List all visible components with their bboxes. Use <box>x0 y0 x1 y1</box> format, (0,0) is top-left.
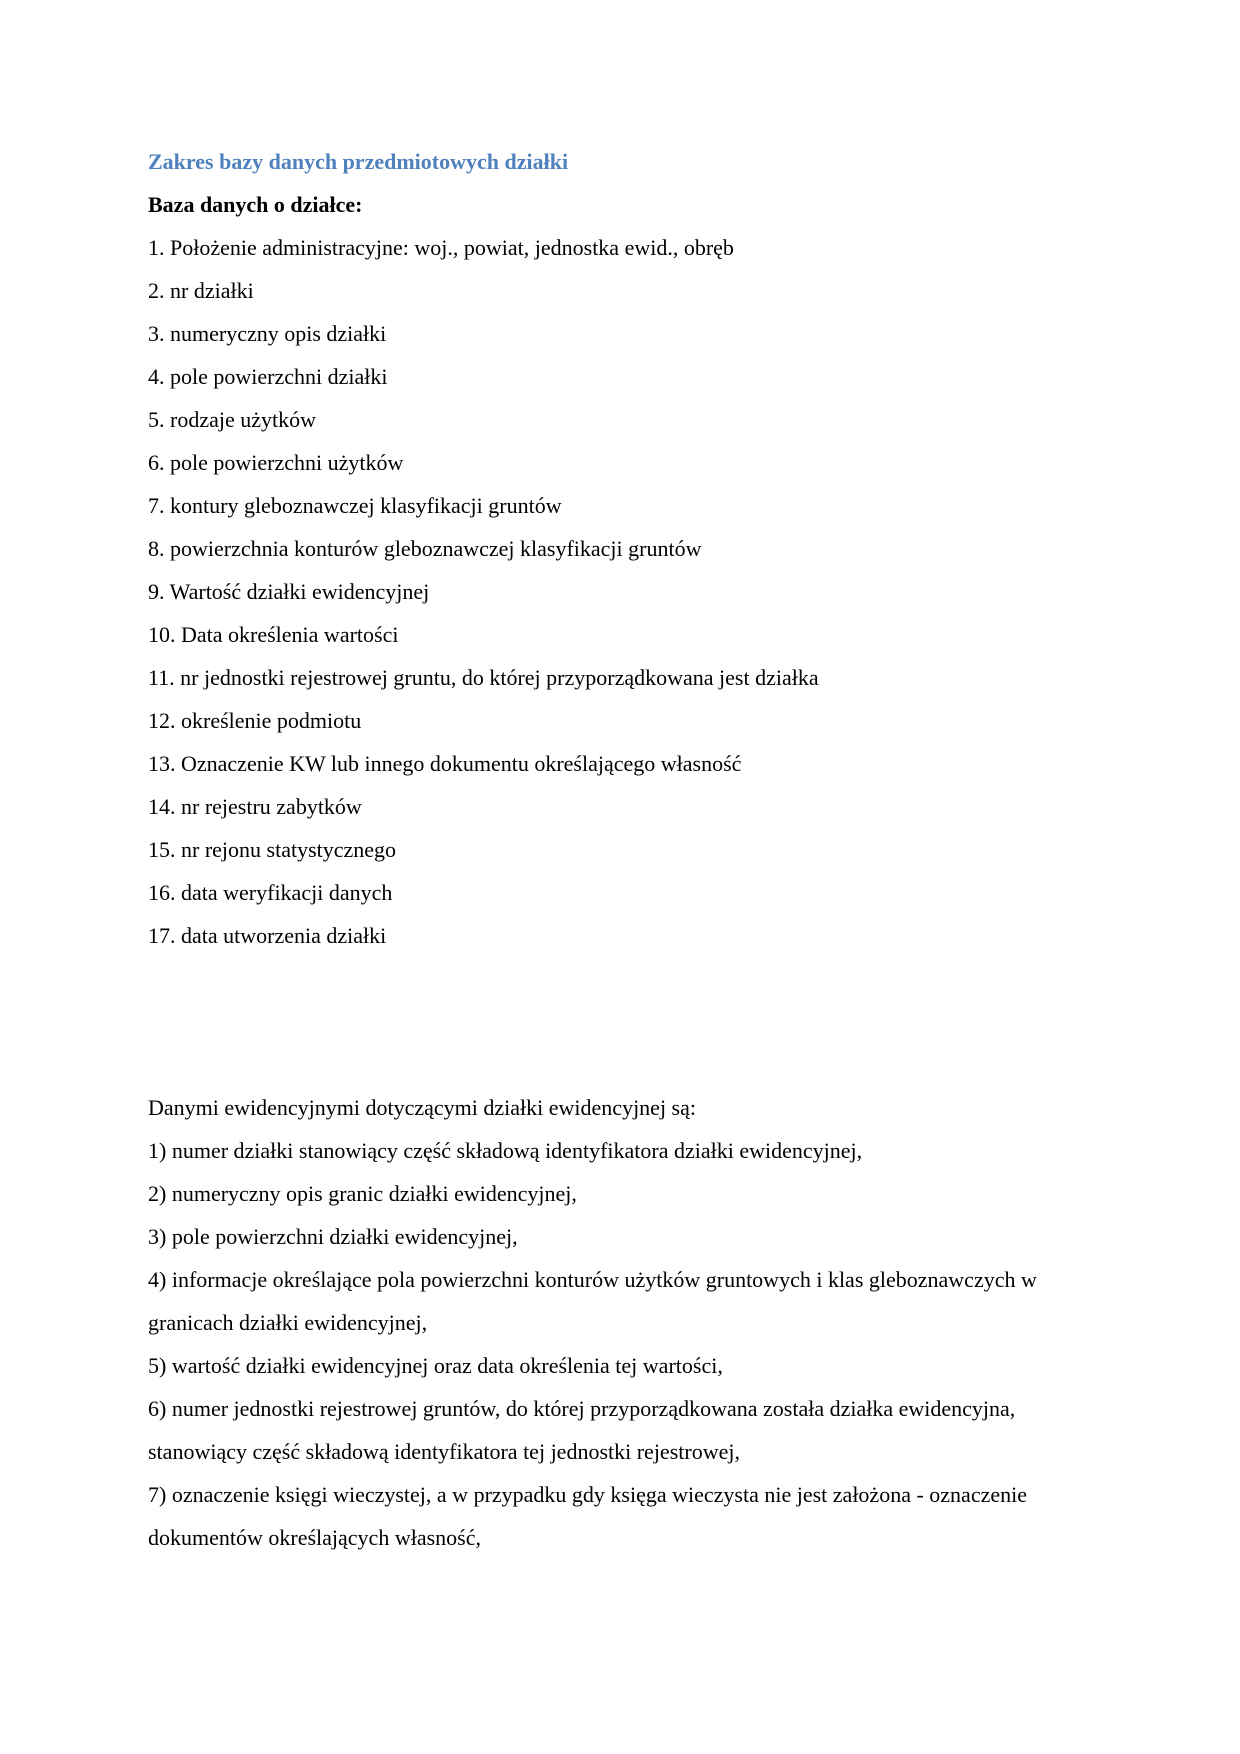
list-item: 7) oznaczenie księgi wieczystej, a w przypadku gdy księga wieczysta nie jest założona - oznaczenie dokumentów określających własność, <box>148 1482 1027 1550</box>
list-item: 1. Położenie administracyjne: woj., powiat, jednostka ewid., obręb <box>148 235 734 260</box>
registry-data-list <box>148 1129 1108 1559</box>
list-item: 2. nr działki <box>148 278 254 303</box>
list-item: 6) numer jednostki rejestrowej gruntów, do której przyporządkowana została działka ewidencyjna, stanowiący część składową identyfikatora tej jednostki rejestrowej, <box>148 1396 1016 1464</box>
spacer <box>148 957 1108 1086</box>
list-item: 2) numeryczny opis granic działki ewidencyjnej, <box>148 1181 577 1206</box>
list-item: 14. nr rejestru zabytków <box>148 794 362 819</box>
list-item: 8. powierzchnia konturów gleboznawczej klasyfikacji gruntów <box>148 536 702 561</box>
list-item: 1) numer działki stanowiący część składową identyfikatora działki ewidencyjnej, <box>148 1138 863 1163</box>
list-item: 15. nr rejonu statystycznego <box>148 837 397 862</box>
list-item: 4) informacje określające pola powierzchni konturów użytków gruntowych i klas gleboznawczych w granicach działki ewidencyjnej, <box>148 1267 1037 1335</box>
section-intro: Danymi ewidencyjnymi dotyczącymi działki ewidencyjnej są: <box>148 1095 696 1120</box>
document-content <box>148 140 1108 1559</box>
list-item: 9. Wartość działki ewidencyjnej <box>148 579 430 604</box>
list-item: 6. pole powierzchni użytków <box>148 450 404 475</box>
list-item: 7. kontury gleboznawczej klasyfikacji gruntów <box>148 493 562 518</box>
list-item: 5) wartość działki ewidencyjnej oraz data określenia tej wartości, <box>148 1353 723 1378</box>
list-item: 16. data weryfikacji danych <box>148 880 393 905</box>
list-item: 13. Oznaczenie KW lub innego dokumentu określającego własność <box>148 751 742 776</box>
list-item: 3) pole powierzchni działki ewidencyjnej, <box>148 1224 518 1249</box>
list-item: 5. rodzaje użytków <box>148 407 316 432</box>
document-title: Zakres bazy danych przedmiotowych działki <box>148 149 569 174</box>
list-item: 4. pole powierzchni działki <box>148 364 388 389</box>
list-item: 17. data utworzenia działki <box>148 923 387 948</box>
list-item: 12. określenie podmiotu <box>148 708 362 733</box>
parcel-data-list <box>148 226 1108 957</box>
list-item: 11. nr jednostki rejestrowej gruntu, do której przyporządkowana jest działka <box>148 665 819 690</box>
list-item: 10. Data określenia wartości <box>148 622 399 647</box>
list-item: 3. numeryczny opis działki <box>148 321 387 346</box>
section-heading: Baza danych o działce: <box>148 192 363 217</box>
